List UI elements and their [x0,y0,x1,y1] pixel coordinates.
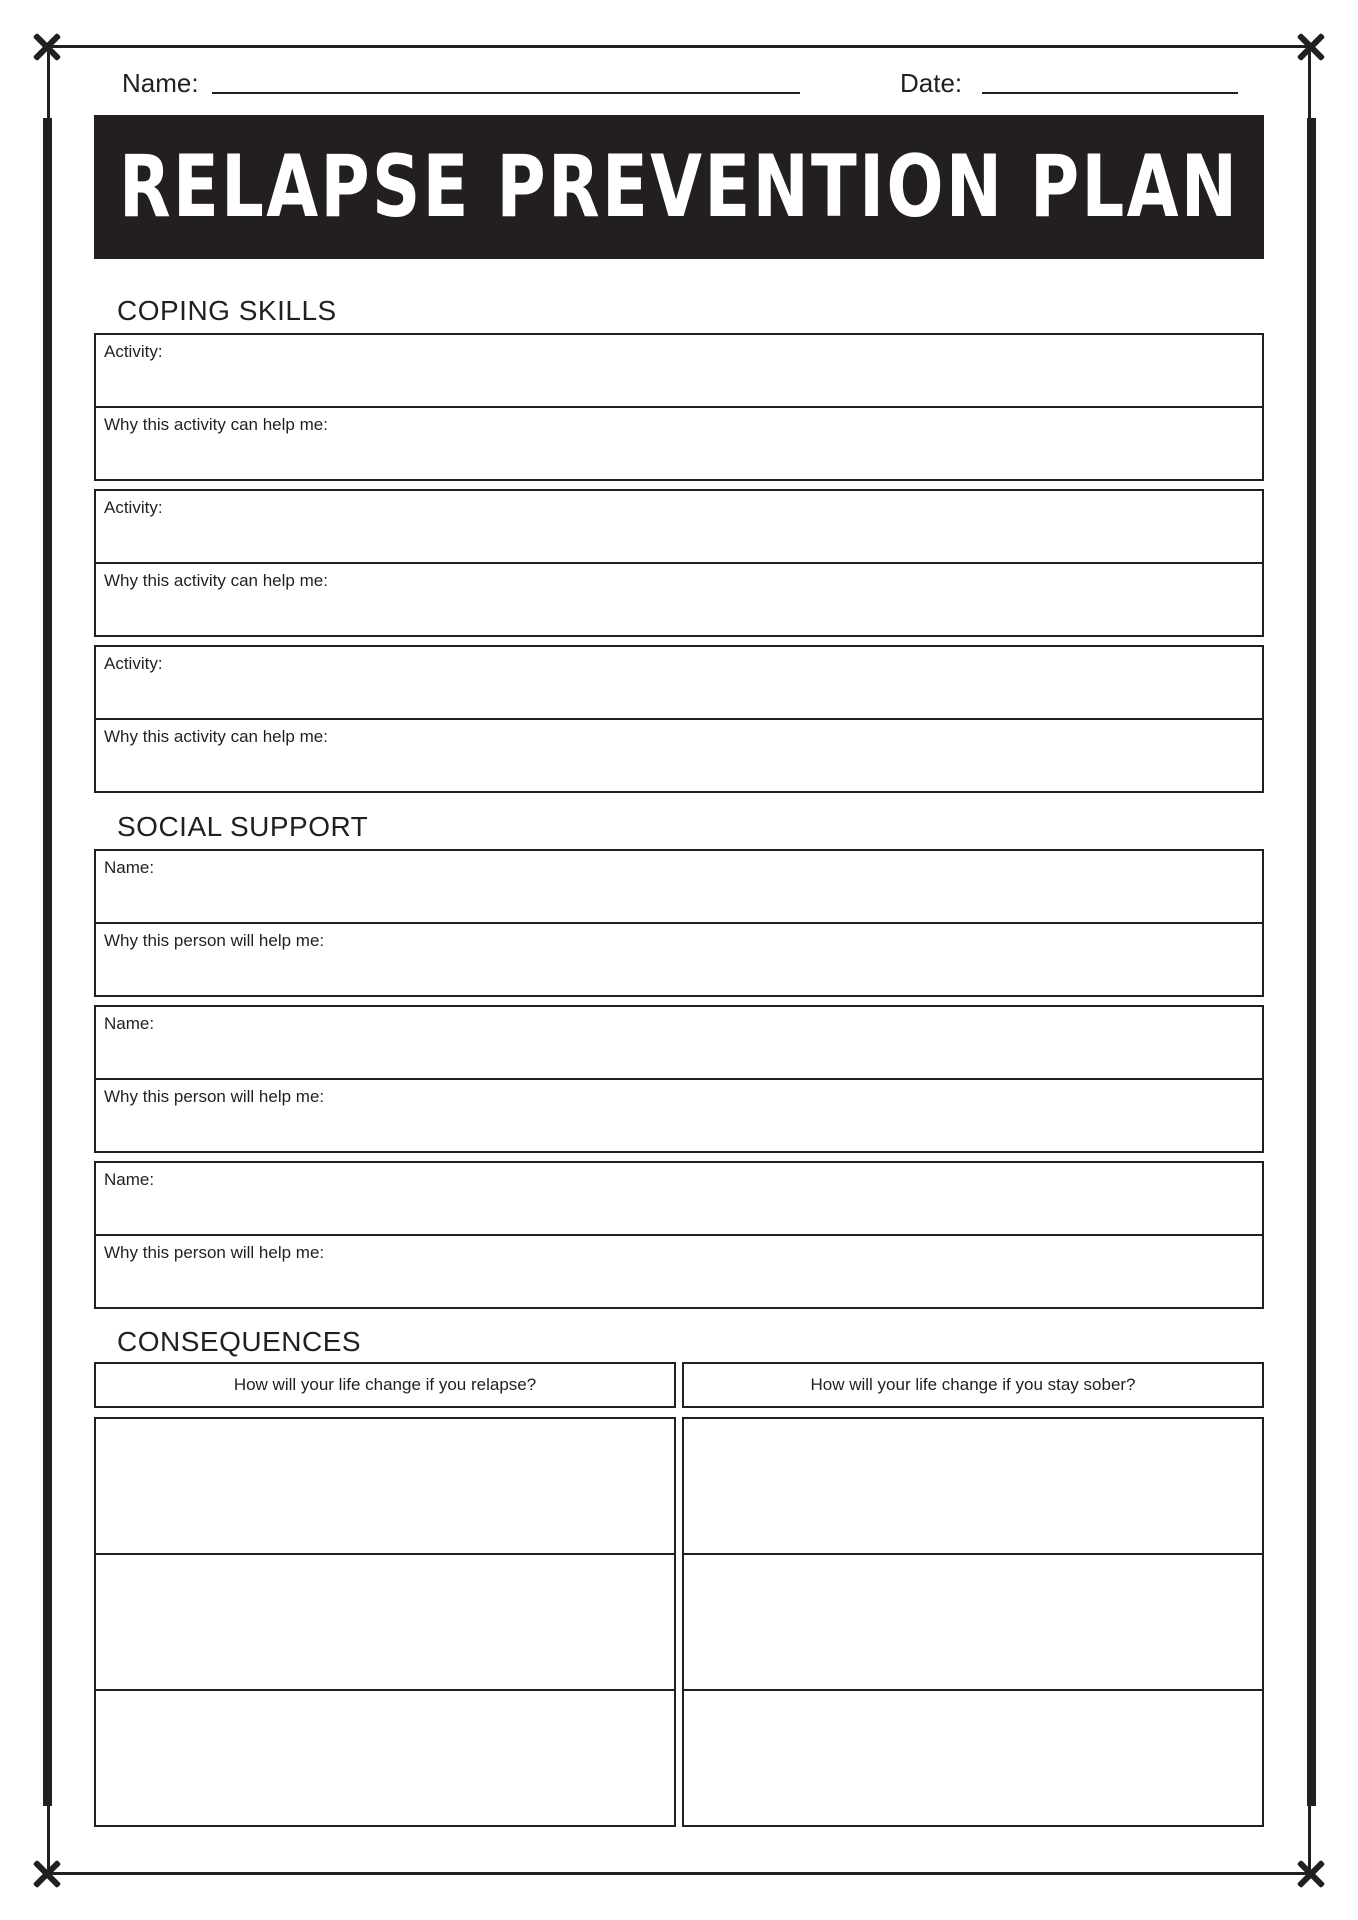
person-reason-field[interactable] [96,1080,1262,1153]
coping-skill-block [94,333,1264,481]
activity-field[interactable] [96,335,1262,408]
frame-top-border [46,45,1312,48]
date-field[interactable] [982,92,1238,94]
activity-reason-field[interactable] [96,564,1262,637]
person-name-label: Name: [104,1170,155,1189]
person-reason-field[interactable] [96,1236,1262,1309]
person-name-label: Name: [104,858,155,877]
name-field[interactable] [212,92,800,94]
coping-skill-block [94,489,1264,637]
relapse-answer-cell[interactable] [96,1419,674,1555]
consequences-heading: CONSEQUENCES [117,1326,362,1357]
corner-x-icon [32,1859,62,1889]
corner-x-icon [32,32,62,62]
person-name-field[interactable] [96,1007,1262,1080]
activity-reason-field[interactable] [96,408,1262,481]
person-reason-field[interactable] [96,924,1262,997]
sober-answer-cell[interactable] [684,1691,1262,1827]
title-banner [94,115,1264,259]
coping-skill-block [94,645,1264,793]
relapse-answers-grid [94,1417,676,1827]
frame-left-bar [43,118,52,1806]
person-name-label: Name: [104,1014,155,1033]
activity-label: Activity: [104,342,163,361]
relapse-answer-cell[interactable] [96,1691,674,1827]
activity-field[interactable] [96,647,1262,720]
person-reason-label: Why this person will help me: [104,1243,325,1262]
corner-x-icon [1296,32,1326,62]
person-name-field[interactable] [96,851,1262,924]
date-label: Date: [900,68,963,98]
activity-reason-label: Why this activity can help me: [104,415,328,434]
support-person-block [94,849,1264,997]
person-name-field[interactable] [96,1163,1262,1236]
activity-reason-label: Why this activity can help me: [104,571,328,590]
corner-x-icon [1296,1859,1326,1889]
frame-right-bar [1307,118,1316,1806]
sober-answer-cell[interactable] [684,1555,1262,1691]
activity-label: Activity: [104,654,163,673]
page-title: RELAPSE PREVENTION PLAN [118,137,1240,237]
sober-answers-grid [682,1417,1264,1827]
frame-bottom-border [46,1872,1312,1875]
person-reason-label: Why this person will help me: [104,931,325,950]
sober-answer-cell[interactable] [684,1419,1262,1555]
name-label: Name: [122,68,199,98]
relapse-question-header: How will your life change if you relapse? [94,1362,676,1408]
activity-field[interactable] [96,491,1262,564]
person-reason-label: Why this person will help me: [104,1087,325,1106]
coping-skills-heading: COPING SKILLS [117,295,337,326]
activity-reason-field[interactable] [96,720,1262,793]
activity-label: Activity: [104,498,163,517]
sober-question-header: How will your life change if you stay sober? [682,1362,1264,1408]
support-person-block [94,1005,1264,1153]
relapse-answer-cell[interactable] [96,1555,674,1691]
activity-reason-label: Why this activity can help me: [104,727,328,746]
social-support-heading: SOCIAL SUPPORT [117,811,369,842]
support-person-block [94,1161,1264,1309]
